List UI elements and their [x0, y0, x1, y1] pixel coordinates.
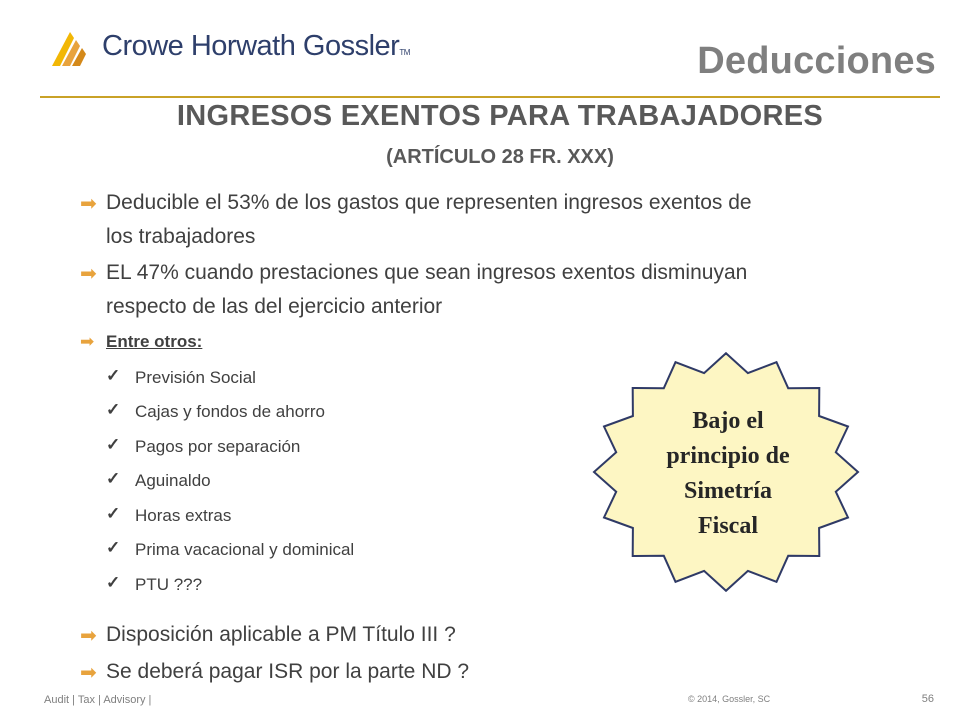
arrow-bullet-icon: ➡: [80, 625, 97, 647]
checkmark-icon: ✓: [106, 538, 121, 557]
footer-copyright: © 2014, Gossler, SC: [688, 694, 771, 704]
logo-mark-icon: [46, 28, 102, 74]
logo-wordmark: Crowe Horwath Gossler™: [102, 30, 410, 62]
entre-otros-label: Entre otros:: [106, 332, 203, 351]
bullet-line: los trabajadores: [106, 225, 256, 248]
bullet-item: Disposición aplicable a PM Título III ?: [106, 623, 456, 646]
checkmark-icon: ✓: [106, 573, 121, 592]
arrow-bullet-icon: ➡: [80, 662, 97, 684]
arrow-bullet-icon: ➡: [80, 332, 95, 351]
check-label: PTU ???: [135, 575, 203, 594]
header-divider: [40, 96, 940, 98]
check-label: Horas extras: [135, 506, 232, 525]
bullet-item: [106, 186, 752, 254]
checkmark-icon: ✓: [106, 435, 121, 454]
logo-trademark: TM: [399, 48, 410, 57]
check-label: Cajas y fondos de ahorro: [135, 402, 325, 421]
checkmark-icon: ✓: [106, 366, 121, 385]
page-number: 56: [921, 693, 934, 705]
bullet-item: Se deberá pagar ISR por la parte ND ?: [106, 660, 470, 683]
bullet-line: Deducible el 53% de los gastos que representen ingresos exentos de: [106, 191, 752, 214]
crowe-horwath-logo: [46, 28, 410, 74]
bullet-line: EL 47% cuando prestaciones que sean ingresos exentos disminuyan: [106, 261, 748, 284]
footer-services: Audit | Tax | Advisory |: [44, 694, 152, 706]
section-title: Deducciones: [697, 40, 936, 82]
checkmark-icon: ✓: [106, 400, 121, 419]
slide-title: INGRESOS EXENTOS PARA TRABAJADORES: [176, 100, 824, 132]
check-label: Pagos por separación: [135, 437, 301, 456]
checkmark-icon: ✓: [106, 504, 121, 523]
bullet-line: respecto de las del ejercicio anterior: [106, 295, 443, 318]
slide-subtitle: (ARTÍCULO 28 FR. XXX): [386, 146, 614, 168]
bullet-item: [106, 256, 747, 324]
callout-line: Simetría: [684, 478, 772, 504]
callout-text: [618, 404, 838, 544]
checkmark-icon: ✓: [106, 469, 121, 488]
check-label: Aguinaldo: [135, 471, 211, 490]
callout-line: Fiscal: [698, 513, 758, 539]
arrow-bullet-icon: ➡: [80, 193, 97, 215]
check-label: Prima vacacional y dominical: [135, 540, 355, 559]
check-label: Previsión Social: [135, 368, 256, 387]
callout-line: Bajo el: [692, 408, 764, 434]
callout-line: principio de: [666, 443, 790, 469]
arrow-bullet-icon: ➡: [80, 263, 97, 285]
